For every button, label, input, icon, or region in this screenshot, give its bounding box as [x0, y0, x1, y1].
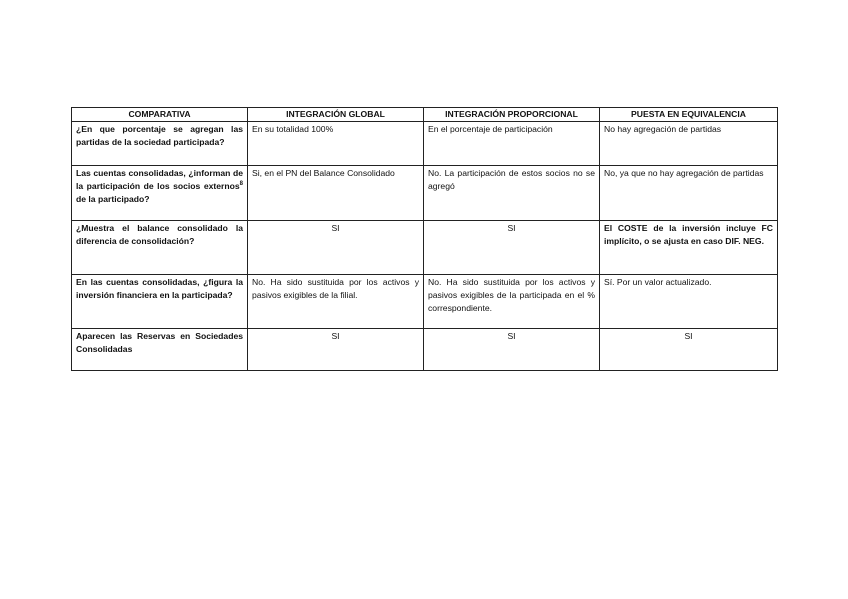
row-question: ¿En que porcentaje se agregan las partidas de la sociedad participada? [72, 122, 248, 166]
table-row [72, 275, 778, 329]
header-integracion-proporcional: INTEGRACIÓN PROPORCIONAL [424, 108, 600, 122]
cell-global: No. Ha sido sustituida por los activos y pasivos exigibles de la filial. [248, 275, 424, 329]
table-row [72, 329, 778, 371]
comparison-table [71, 107, 778, 371]
cell-equivalencia: SI [600, 329, 778, 371]
cell-equivalencia: El COSTE de la inversión incluye FC implícito, o se ajusta en caso DIF. NEG. [600, 221, 778, 275]
cell-global: Si, en el PN del Balance Consolidado [248, 166, 424, 221]
cell-equivalencia: No hay agregación de partidas [600, 122, 778, 166]
cell-proporcional: SI [424, 329, 600, 371]
cell-global: En su totalidad 100% [248, 122, 424, 166]
row-question: En las cuentas consolidadas, ¿figura la inversión financiera en la participada? [72, 275, 248, 329]
table-row [72, 166, 778, 221]
row-question: ¿Muestra el balance consolidado la diferencia de consolidación? [72, 221, 248, 275]
footnote-marker: 8 [239, 181, 243, 188]
table-row [72, 122, 778, 166]
table-row [72, 221, 778, 275]
header-puesta-en-equivalencia: PUESTA EN EQUIVALENCIA [600, 108, 778, 122]
cell-proporcional: No. La participación de estos socios no se agregó [424, 166, 600, 221]
cell-equivalencia: Sí. Por un valor actualizado. [600, 275, 778, 329]
row-question: Aparecen las Reservas en Sociedades Consolidadas [72, 329, 248, 371]
row-question [72, 166, 248, 221]
cell-proporcional: SI [424, 221, 600, 275]
cell-global: SI [248, 329, 424, 371]
header-comparativa: COMPARATIVA [72, 108, 248, 122]
header-integracion-global: INTEGRACIÓN GLOBAL [248, 108, 424, 122]
cell-proporcional: En el porcentaje de participación [424, 122, 600, 166]
cell-global: SI [248, 221, 424, 275]
question-text: Las cuentas consolidadas, ¿informan de la participación de los socios externos [76, 168, 243, 191]
table-header-row [72, 108, 778, 122]
question-text-tail: de la participado? [76, 194, 150, 204]
cell-proporcional: No. Ha sido sustituida por los activos y pasivos exigibles de la participada en el % correspondiente. [424, 275, 600, 329]
cell-equivalencia: No, ya que no hay agregación de partidas [600, 166, 778, 221]
